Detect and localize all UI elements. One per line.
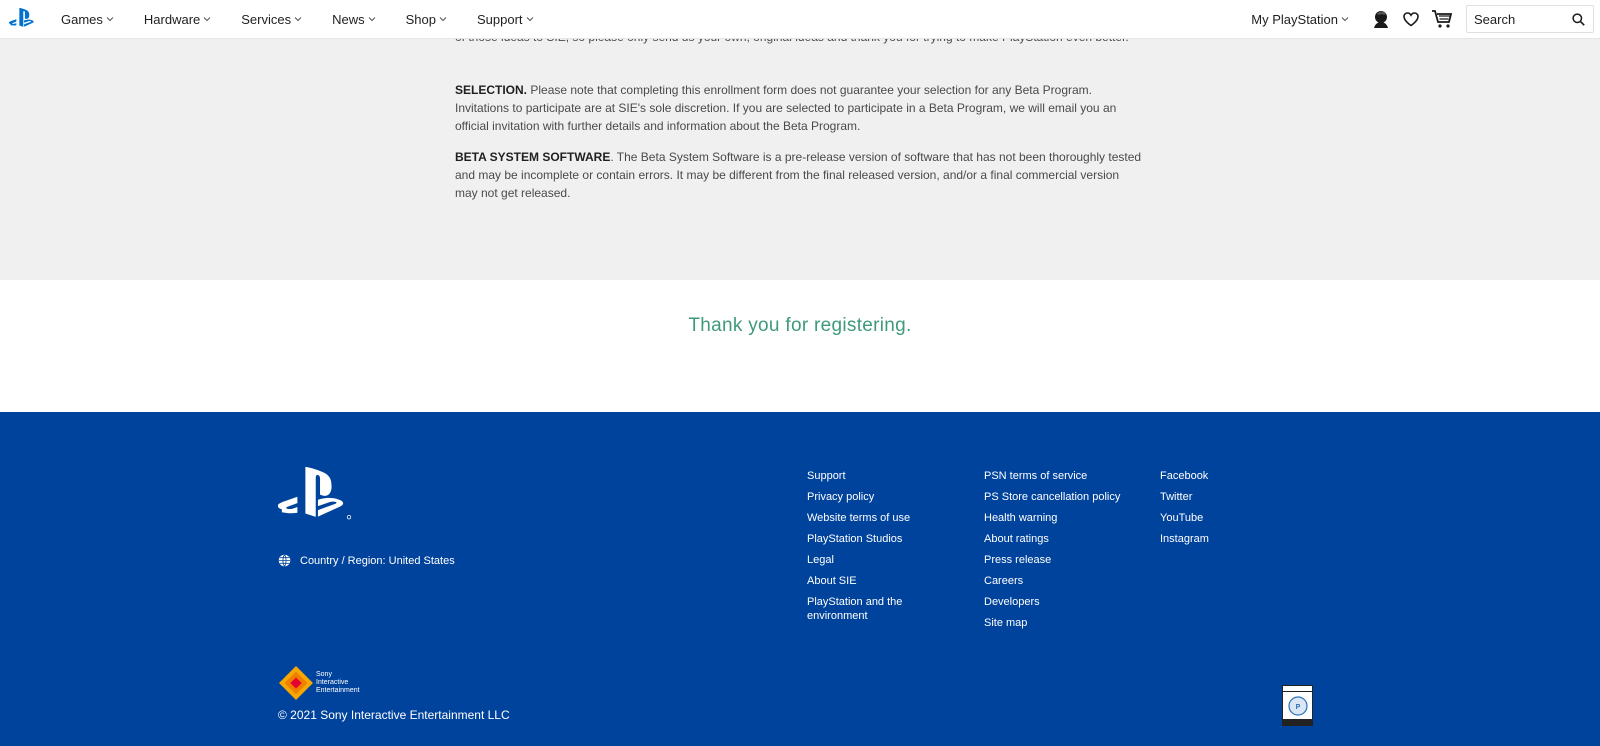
svg-text:Entertainment: Entertainment (316, 687, 360, 694)
menu-support[interactable] (477, 12, 535, 27)
footer-link-privacy-policy[interactable]: Privacy policy (807, 491, 875, 503)
menu-news[interactable] (332, 12, 377, 27)
footer-link-developers[interactable]: Developers (984, 596, 1040, 608)
selection-text: Please note that completing this enrollment form does not guarantee your selection for any Beta Program. Invitations to participate are at SIE's sole discretion. If you are selected to participate in a Beta Program, we will email you an official invitation with further details and information about the Beta Program. (455, 83, 1117, 133)
footer-links-social (1160, 469, 1272, 553)
menu-hardware[interactable] (144, 12, 212, 27)
chevron-down-icon (202, 14, 212, 24)
footer-link-playstation-studios[interactable]: PlayStation Studios (807, 533, 903, 545)
menu-shop[interactable] (406, 12, 448, 27)
terms-section (0, 39, 1600, 280)
footer-link-press-release[interactable]: Press release (984, 554, 1052, 566)
terms-paragraph-beta-software (455, 148, 1145, 202)
avatar[interactable] (1370, 8, 1392, 30)
footer-link-website-terms[interactable]: Website terms of use (807, 512, 911, 524)
user-avatar-icon (1371, 9, 1391, 29)
region-selector[interactable] (278, 554, 455, 567)
chevron-down-icon (293, 14, 303, 24)
selection-heading: SELECTION. (455, 83, 528, 97)
footer-link-support[interactable]: Support (807, 470, 846, 482)
thank-you-message: Thank you for registering. (688, 315, 912, 336)
main-menu (61, 0, 564, 38)
search-box[interactable] (1466, 5, 1594, 33)
menu-games[interactable] (61, 12, 115, 27)
top-navigation (0, 0, 1600, 39)
search-label: Search (1474, 11, 1516, 27)
nav-right-controls (1251, 0, 1600, 38)
heart-icon (1402, 11, 1420, 27)
beta-software-heading: BETA SYSTEM SOFTWARE (455, 150, 611, 164)
chevron-down-icon (105, 14, 115, 24)
badge-center (1287, 692, 1309, 719)
globe-icon (278, 554, 291, 567)
region-label: Country / Region: United States (300, 554, 455, 567)
sie-logo (278, 665, 384, 701)
footer-link-twitter[interactable]: Twitter (1160, 491, 1193, 503)
confirmation-section (0, 280, 1600, 412)
copyright: © 2021 Sony Interactive Entertainment LLC (278, 708, 510, 722)
footer-link-about-ratings[interactable]: About ratings (984, 533, 1049, 545)
footer (0, 412, 1600, 746)
footer-link-site-map[interactable]: Site map (984, 617, 1028, 629)
footer-link-health-warning[interactable]: Health warning (984, 512, 1058, 524)
svg-text:Interactive: Interactive (316, 679, 349, 686)
footer-link-about-sie[interactable]: About SIE (807, 575, 857, 587)
my-playstation-label: My PlayStation (1251, 11, 1338, 27)
chevron-down-icon (525, 14, 535, 24)
playstation-logo-icon[interactable] (9, 7, 37, 29)
badge-bottom-band (1283, 719, 1312, 725)
esrb-privacy-certified-badge[interactable] (1282, 685, 1313, 726)
menu-services-label: Services (241, 11, 292, 27)
menu-games-label: Games (61, 11, 103, 27)
footer-link-legal[interactable]: Legal (807, 554, 834, 566)
terms-paragraph-selection (455, 81, 1145, 135)
footer-links-column-1 (807, 469, 919, 630)
privacy-seal-icon (1287, 695, 1309, 717)
footer-link-ps-store-cancellation[interactable]: PS Store cancellation policy (984, 491, 1121, 503)
cart-button[interactable] (1430, 8, 1454, 30)
my-playstation-menu[interactable] (1251, 12, 1350, 27)
playstation-logo-icon[interactable] (278, 465, 352, 522)
footer-links-column-2 (984, 469, 1144, 637)
menu-shop-label: Shop (405, 11, 437, 27)
wishlist-button[interactable] (1400, 8, 1422, 30)
menu-news-label: News (332, 11, 365, 27)
chevron-down-icon (367, 14, 377, 24)
menu-hardware-label: Hardware (143, 11, 201, 27)
svg-text:Sony: Sony (316, 671, 332, 678)
sie-logo-wordmark-icon (314, 668, 384, 698)
footer-link-environment[interactable]: PlayStation and the environment (807, 596, 903, 622)
menu-support-label: Support (477, 11, 523, 27)
footer-link-facebook[interactable]: Facebook (1160, 470, 1209, 482)
footer-link-careers[interactable]: Careers (984, 575, 1024, 587)
footer-link-instagram[interactable]: Instagram (1160, 533, 1209, 545)
cart-icon (1431, 9, 1453, 29)
menu-services[interactable] (241, 12, 303, 27)
footer-link-psn-terms[interactable]: PSN terms of service (984, 470, 1088, 482)
chevron-down-icon (1340, 14, 1350, 24)
sie-diamond-logo-icon (278, 665, 314, 701)
search-icon[interactable] (1572, 13, 1585, 26)
beta-software-text: . The Beta System Software is a pre-release version of software that has not been thoroughly tested and may be incomplete or contain errors. It may be different from the final released version, and/or a final commercial version may not get released. (455, 150, 1142, 200)
footer-link-youtube[interactable]: YouTube (1160, 512, 1204, 524)
chevron-down-icon (438, 14, 448, 24)
svg-text:P: P (1295, 703, 1300, 711)
